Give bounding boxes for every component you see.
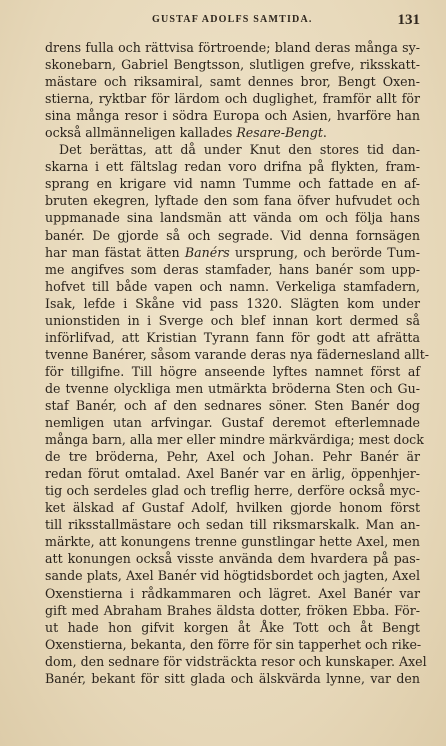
text-line: sande plats, Axel Banér vid högtidsbordet och jagten, Axel [45, 568, 420, 584]
text-line: dom, den sednare för vidsträckta resor och kunskaper. Axel [45, 653, 427, 669]
text-line: de tre bröderna, Pehr, Axel och Johan. Pehr Banér är [45, 449, 420, 465]
body-text [45, 39, 430, 687]
text-line-with-italic [45, 124, 420, 141]
text-line: uppmanade sina landsmän att vända om och följa hans [45, 210, 420, 226]
text-line: de tvenne olyckliga men utmärkta bröderna Sten och Gu- [45, 380, 420, 396]
text-line: gift med Abraham Brahes äldsta dotter, fröken Ebba. För- [45, 602, 420, 618]
text-line-with-italic [45, 244, 420, 261]
text-line: Oxenstierna, bekanta, den förre för sin tapperhet och rike- [45, 636, 422, 652]
text-line: skonebarn, Gabriel Bengtsson, slutligen grefve, riksskatt- [45, 57, 420, 73]
text-line: till riksstallmästare och sedan till riksmarskalk. Man an- [45, 517, 420, 533]
running-head: GUSTAF ADOLFS SAMTIDA. [152, 14, 313, 25]
text-line: bruten ekegren, lyftade den som fana öfver hufvudet och [45, 193, 420, 209]
text-line: ut hade hon gifvit korgen åt Åke Tott och åt Bengt [45, 619, 420, 635]
text-line: Banér, bekant för sitt glada och älskvärda lynne, var den [45, 670, 420, 686]
text-line: Oxenstierna i rådkammaren och lägret. Axel Banér var [45, 585, 420, 601]
text-line: märkte, att konungens trenne gunstlingar hette Axel, men [45, 534, 420, 550]
text-line: för tillgifne. Till högre anseende lyftes namnet först af [45, 363, 420, 379]
text-line: skarna i ett fältslag redan voro drifna på flykten, fram- [45, 159, 420, 175]
italic-name: Resare-Bengt [236, 125, 323, 141]
text-line: banér. De gjorde så och segrade. Vid denna fornsägen [45, 227, 420, 243]
text-line: me angifves som deras stamfader, hans banér som upp- [45, 261, 420, 277]
text-line: nemligen utan arfvingar. Gustaf deremot efterlemnade [45, 415, 420, 431]
text-line: drens fulla och rättvisa förtroende; bland deras många sy- [45, 40, 420, 55]
text-line: hofvet till både vapen och namn. Verkeliga stamfadern, [45, 278, 420, 294]
text-line: redan förut omtalad. Axel Banér var en ärlig, öppenhjer- [45, 466, 420, 482]
text-line: sprang en krigare vid namn Tumme och fattade en af- [45, 176, 420, 192]
text-line: Isak, lefde i Skåne vid pass 1320. Slägten kom under [45, 295, 420, 311]
text-fragment: . [322, 125, 327, 141]
text-line: många barn, alla mer eller mindre märkvärdiga; mest dock [45, 432, 424, 448]
paragraph-start-line: Det berättas, att då under Knut den stores tid dan- [59, 142, 420, 158]
italic-name: Banérs [184, 244, 230, 260]
text-line: sina många resor i södra Europa och Asien, hvarföre han [45, 108, 420, 124]
text-line: mästare och riksamiral, samt dennes bror, Bengt Oxen- [45, 74, 420, 90]
text-fragment: ursprung, och berörde Tum- [229, 244, 420, 260]
text-line: tvenne Banérer, såsom varande deras nya fädernesland allt- [45, 346, 430, 362]
text-line: ket älskad af Gustaf Adolf, hvilken gjorde honom först [45, 500, 420, 516]
text-line: stierna, ryktbar för lärdom och duglighet, framför allt för [45, 91, 420, 107]
page-header [44, 12, 428, 30]
text-line: att konungen också visste använda dem hvardera på pas- [45, 551, 420, 567]
page-number: 131 [397, 12, 420, 28]
text-line: införlifvad, att Kristian Tyrann fann för godt att afrätta [45, 329, 420, 345]
text-line: unionstiden in i Sverge och blef innan kort dermed så [45, 312, 420, 328]
text-fragment: också allmänneligen kallades [45, 125, 237, 141]
text-fragment: har man fästat ätten [45, 244, 185, 260]
text-line: staf Banér, och af den sednares söner. Sten Banér dog [45, 397, 420, 413]
text-line: tig och serdeles glad och treflig herre, derföre också myc- [45, 483, 420, 499]
